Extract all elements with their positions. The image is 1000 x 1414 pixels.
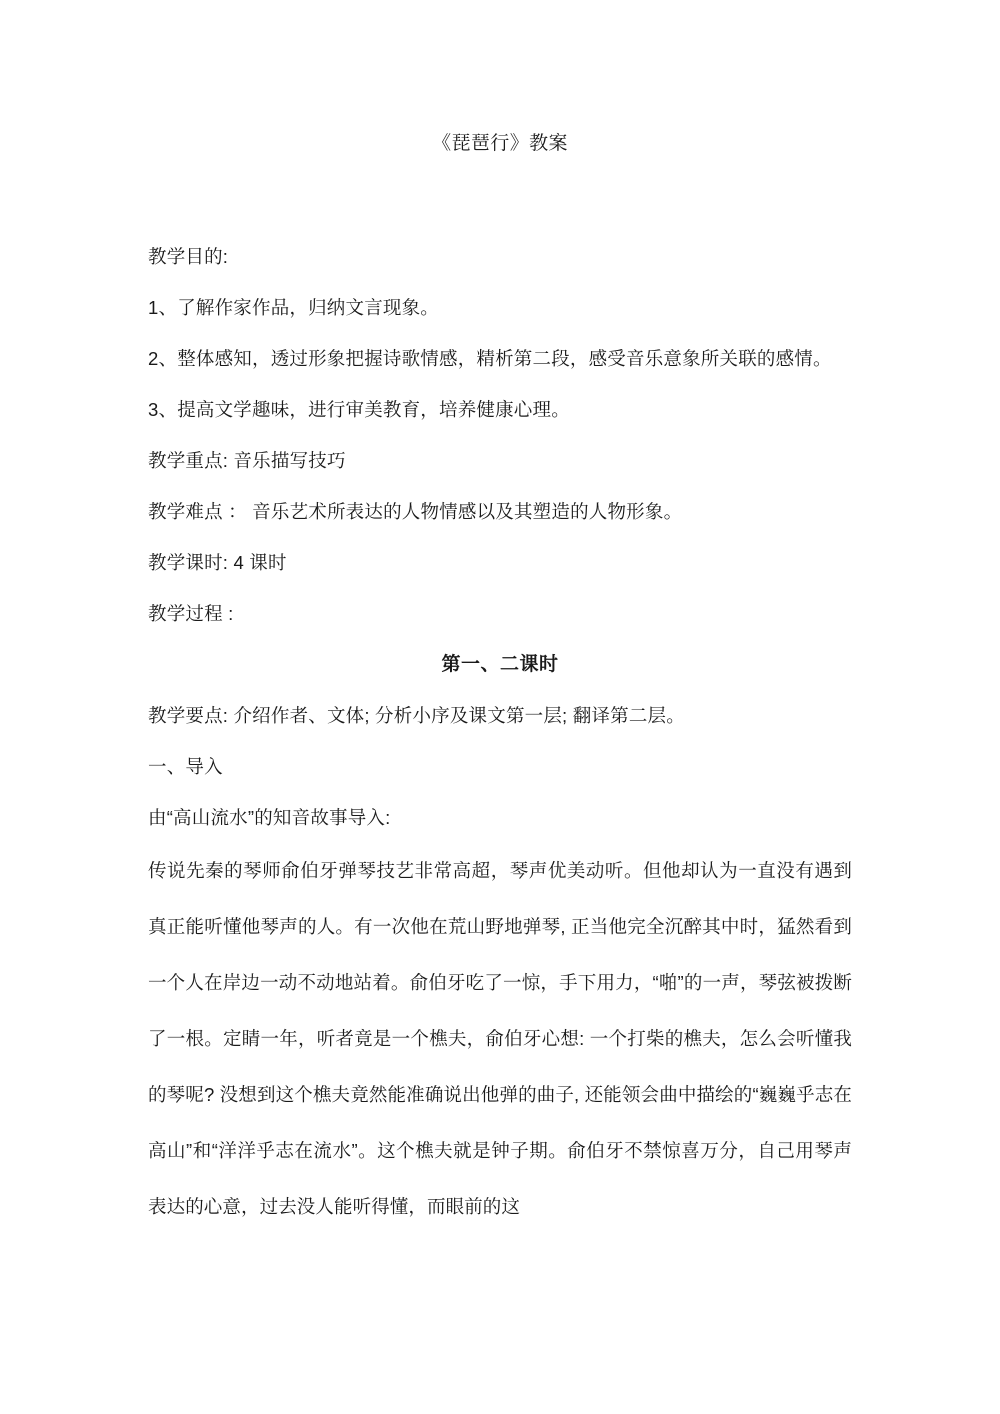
intro-story-paragraph: 传说先秦的琴师俞伯牙弹琴技艺非常高超，琴声优美动听。但他却认为一直没有遇到真正能听懂他琴声的人。有一次他在荒山野地弹琴, 正当他完全沉醉其中时，猛然看到一个人在岸边一动不动地站着。俞伯牙吃了一惊，手下用力，“啪”的一声，琴弦被拨断了一根。定睛一年，听者竟是一个樵夫，俞伯牙心想: 一个打柴的樵夫，怎么会听懂我的琴呢? 没想到这个樵夫竟然能准确说出他弹的曲子, 还能领会曲中描绘的“巍巍乎志在高山”和“洋洋乎志在流水”。这个樵夫就是钟子期。俞伯牙不禁惊喜万分，自己用琴声表达的心意，过去没人能听得懂，而眼前的这 <box>148 859 852 1217</box>
lesson-section-heading: 第一、二课时 <box>441 653 559 675</box>
objective-item-1: 1、了解作家作品，归纳文言现象。 <box>148 296 439 318</box>
title-spacer <box>148 159 852 231</box>
intro-heading: 一、导入 <box>148 755 223 777</box>
teaching-key-point: 教学重点: 音乐描写技巧 <box>148 449 346 471</box>
teaching-process-label: 教学过程 : <box>148 602 234 624</box>
page-title: 《琵琶行》教案 <box>432 133 568 154</box>
document-body <box>148 0 852 1235</box>
teaching-objectives-label: 教学目的: <box>148 245 229 267</box>
teaching-lesson-points: 教学要点: 介绍作者、文体; 分析小序及课文第一层; 翻译第二层。 <box>148 704 685 726</box>
teaching-class-hours: 教学课时: 4 课时 <box>148 551 287 573</box>
objective-item-2: 2、整体感知，透过形象把握诗歌情感，精析第二段，感受音乐意象所关联的感情。 <box>148 347 832 369</box>
intro-lead-in: 由“高山流水”的知音故事导入: <box>148 806 391 828</box>
objective-item-3: 3、提高文学趣味，进行审美教育，培养健康心理。 <box>148 398 570 420</box>
teaching-difficult-point: 教学难点 ： 音乐艺术所表达的人物情感以及其塑造的人物形象。 <box>148 500 683 522</box>
